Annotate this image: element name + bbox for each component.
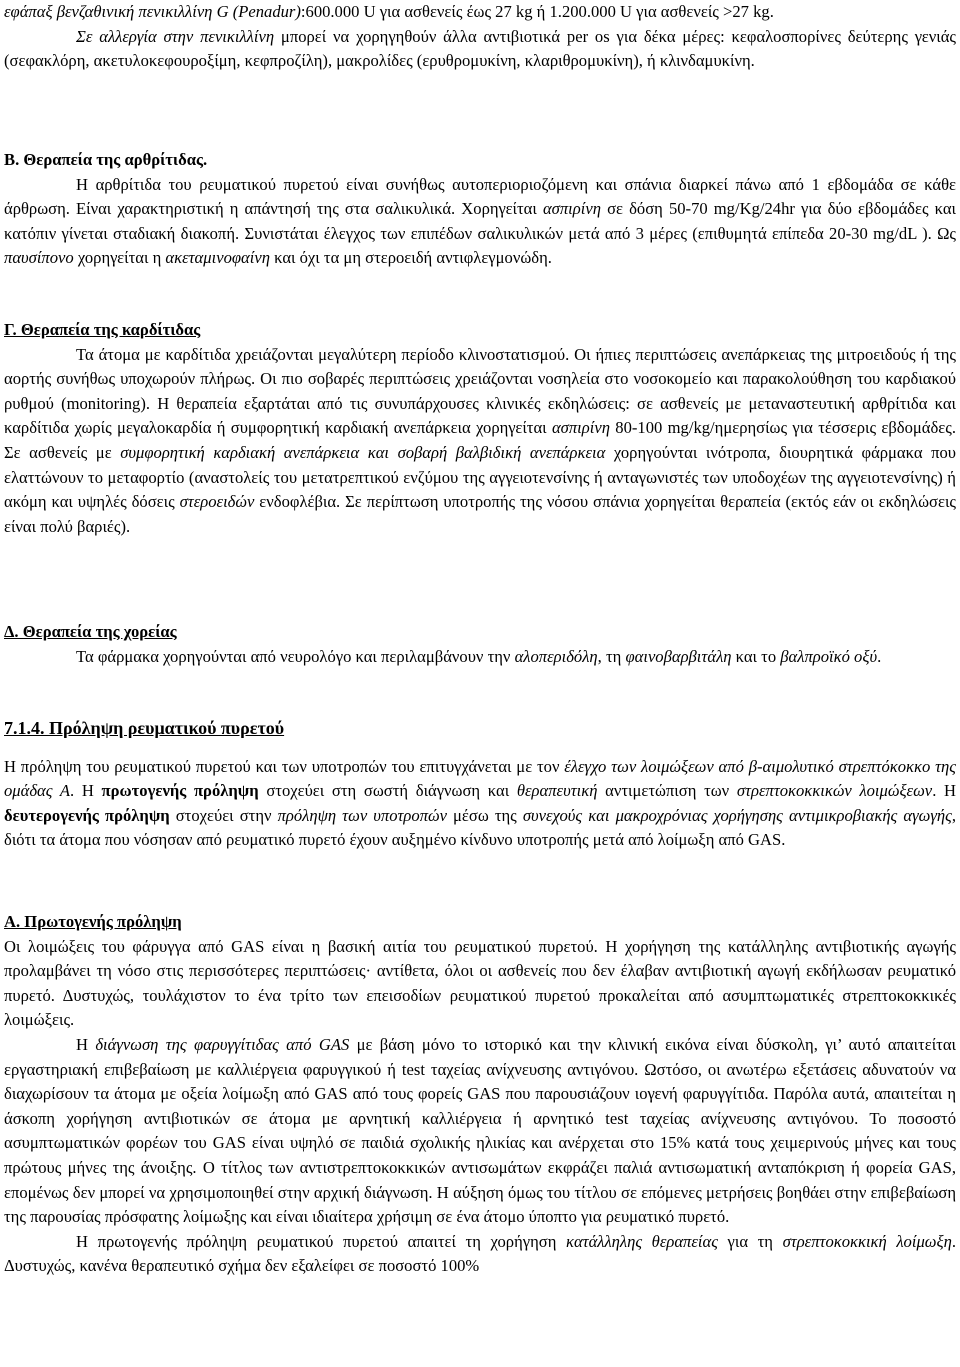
section-a-paragraph-3: Η πρωτογενής πρόληψη ρευματικού πυρετού απαιτεί τη χορήγηση κατάλληλης θεραπείας για τη στρεπτοκοκκική λοίμωξη. Δυστυχώς, κανένα θεραπευτικό σχήμα δεν εξαλείφει σε ποσοστό 100%: [4, 1231, 956, 1276]
section-d: [4, 620, 956, 669]
section-a-paragraph-1: Οι λοιμώξεις του φάρυγγα από GAS είναι η βασική αιτία του ρευματικού πυρετού. Η χορήγηση της κατάλληλης αντιβιοτικής αγωγής προλαμβάνει τη νόσο στις περισσότερες περιπτώσεις· αντίθετα, όλοι οι ασθενείς που δεν έλαβαν αντιβιοτική αγωγή εκδήλωσαν ρευματικό πυρετό. Δυστυχώς, τουλάχιστον το ένα τρίτο των επεισοδίων ρευματικού πυρετού προκαλείται από ασυμπτωματικές στρεπτοκοκκικές λοιμώξεις.: [4, 936, 956, 1030]
section-a: [4, 910, 956, 1279]
section-c-heading: Γ. Θεραπεία της καρδίτιδας: [4, 320, 201, 339]
section-d-heading: Δ. Θεραπεία της χορείας: [4, 622, 177, 641]
section-714-paragraph: Η πρόληψη του ρευματικού πυρετού και των υποτροπών του επιτυγχάνεται με τον έλεγχο των λοιμώξεων από β-αιμολυτικό στρεπτόκοκκο της ομάδας Α. Η πρωτογενής πρόληψη στοχεύει στη σωστή διάγνωση και θεραπευτική αντιμετώπιση των στρεπτοκοκκικών λοιμώξεων. Η δευτερογενής πρόληψη στοχεύει στην πρόληψη των υποτροπών μέσω της συνεχούς και μακροχρόνιας χορήγησης αντιμικροβιακής αγωγής, διότι τα άτομα που νόσησαν από ρευματικό πυρετό έχουν αυξημένο κίνδυνο υποτροπής μετά από λοίμωξη από GAS.: [4, 756, 957, 850]
section-b: [4, 148, 956, 271]
top-section: [4, 0, 956, 74]
section-c-paragraph: Τα άτομα με καρδίτιδα χρειάζονται μεγαλύτερη περίοδο κλινοστατισμού. Οι ήπιες περιπτώσεις ανεπάρκειας της μιτροειδούς ή της αορτής συνήθως υποχωρούν πλήρως. Οι πιο σοβαρές περιπτώσεις χρειάζονται νοσηλεία στο νοσοκομείο και παρακολούθηση του καρδιακού ρυθμού (monitoring). Η θεραπεία εξαρτάται από τις συνυπάρχουσες κλινικές εκδηλώσεις: σε ασθενείς με μεταναστευτική αρθρίτιδα και καρδίτιδα χωρίς μεγαλοκαρδία ή συμφορητική καρδιακή ανεπάρκεια χορηγείται ασπιρίνη 80-100 mg/kg/ημερησίως για τέσσερις εβδομάδες. Σε ασθενείς με συμφορητική καρδιακή ανεπάρκεια και σοβαρή βαλβιδική ανεπάρκεια χορηγούνται ινότροπα, διουρητικά φάρμακα που ελαττώνουν το μεταφορτίο (αναστολείς του μετατρεπτικού ενζύμου της αγγειοτενσίνης ή ανταγωνιστές των υποδοχέων της αγγειοτενσίνης) ή ακόμη και υψηλές δόσεις στεροειδών ενδοφλέβια. Σε περίπτωση υποτροπής της νόσου σπάνια χορηγείται θεραπεία (εκτός εάν οι εκδηλώσεις είναι πολύ βαριές).: [4, 344, 956, 536]
section-714: [4, 716, 956, 853]
section-d-paragraph: Τα φάρμακα χορηγούνται από νευρολόγο και περιλαμβάνουν την αλοπεριδόλη, τη φαινοβαρβιτάλη και το βαλπροϊκό οξύ.: [76, 646, 882, 666]
section-a-paragraph-2: Η διάγνωση της φαρυγγίτιδας από GAS με βάση μόνο το ιστορικό και την κλινική εικόνα είναι δύσκολη, γι’ αυτό απαιτείται εργαστηριακή επιβεβαίωση με καλλιέργεια φαρυγγικού ή test ταχείας ανίχνευσης αντιγόνου. Ωστόσο, οι ανωτέρω εξετάσεις αδυνατούν να διαχωρίσουν τα άτομα με οξεία λοίμωξη από GAS από τους φορείς GAS που παρουσιάζουν ιογενή φαρυγγίτιδα. Παρόλα αυτά, απαιτείται η άσκοπη χορήγηση αντιβιοτικών σε άτομα με αρνητική καλλιέργεια ή αρνητικό test ταχείας ανίχνευσης αντιγόνου. Το ποσοστό ασυμπτωματικών φορέων του GAS είναι υψηλό σε παιδιά σχολικής ηλικίας και ανέρχεται στο 15% κατά τους χειμερινούς μήνες και τους πρώτους μήνες της άνοιξης. Ο τίτλος των αντιστρεπτοκοκκικών αντισωμάτων εκφράζει παλιά αντισωματική ανταπόκριση ή φορεία GAS, επομένως δεν μπορεί να χρησιμοποιηθεί στην αρχική διάγνωση. Η αύξηση όμως του τίτλου σε επόμενες μετρήσεις βοηθάει στην επιβεβαίωση της παρουσίας πρόσφατης λοίμωξης και είναι ιδιαίτερα χρήσιμη σε ένα άτομο ύποπτο για ρευματικό πυρετό.: [4, 1034, 956, 1227]
section-a-heading: Α. Πρωτογενής πρόληψη: [4, 912, 182, 931]
section-b-heading: Β. Θεραπεία της αρθρίτιδας.: [4, 150, 208, 169]
section-714-heading: 7.1.4. Πρόληψη ρευματικού πυρετού: [4, 718, 285, 738]
section-b-paragraph: Η αρθρίτιδα του ρευματικού πυρετού είναι συνήθως αυτοπεριοριοζόμενη και σπάνια διαρκεί πάνω από 1 εβδομάδα σε κάθε άρθρωση. Είναι χαρακτηριστική η απάντησή της στα σαλικυλικά. Χορηγείται ασπιρίνη σε δόση 50-70 mg/Kg/24hr για δύο εβδομάδες και κατόπιν γίνεται σταδιακή διακοπή. Συνιστάται έλεγχος των επιπέδων σαλικυλικών μετά από 3 μέρες (επιθυμητά επίπεδα 20-30 mg/dL ). Ως παυσίπονο χορηγείται η ακεταμινοφαίνη και όχι τα μη στεροειδή αντιφλεγμονώδη.: [4, 174, 956, 268]
section-c: [4, 318, 956, 539]
allergy-paragraph: Σε αλλεργία στην πενικιλλίνη μπορεί να χορηγηθούν άλλα αντιβιοτικά per os για δέκα μέρες: κεφαλοσπορίνες δεύτερης γενιάς (σεφακλόρη, ακετυλοκεφουροξίμη, κεφπροζίλη), μακρολίδες (ερυθρομυκίνη, κλαριθρομυκίνη), ή κλινδαμυκίνη.: [4, 26, 956, 71]
penadur-dose-paragraph: εφάπαξ βενζαθινική πενικιλλίνη G (Penadur):600.000 U για ασθενείς έως 27 kg ή 1.200.000 U για ασθενείς >27 kg.: [4, 2, 774, 21]
